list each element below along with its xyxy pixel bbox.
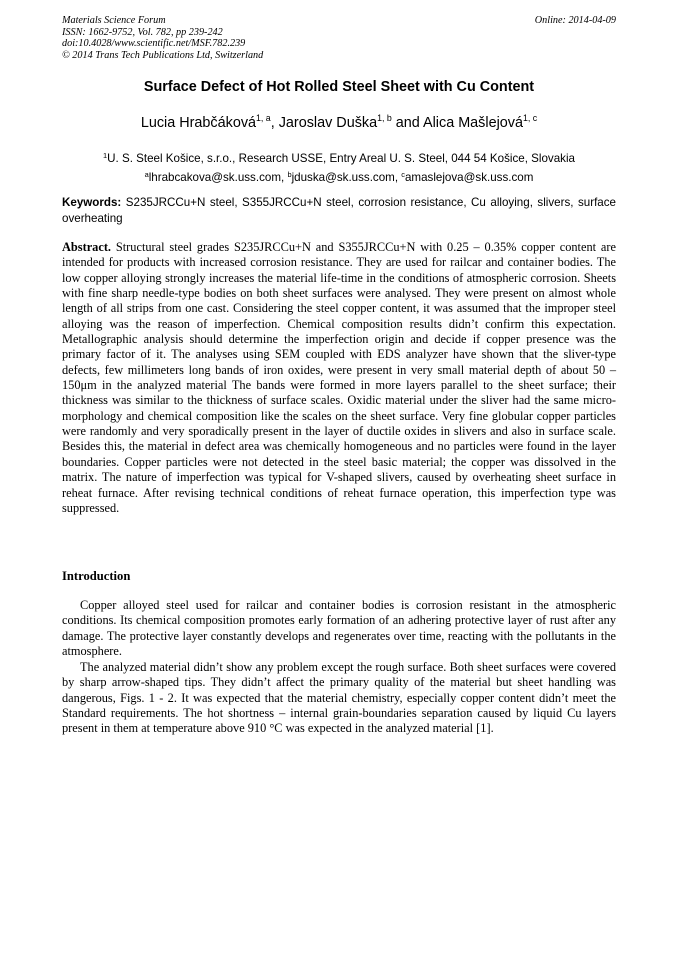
author-name: Lucia Hrabčáková	[140, 115, 257, 131]
affiliation-superscript: 1	[103, 151, 108, 160]
email-line	[62, 167, 616, 186]
abstract-block	[62, 240, 616, 516]
journal-name: Materials Science Forum	[62, 15, 166, 26]
paper-title: Surface Defect of Hot Rolled Steel Sheet with Cu Content	[143, 79, 535, 95]
keywords-block	[62, 195, 616, 227]
author-name: Alica Mašlejová	[423, 115, 523, 131]
abstract-text: Structural steel grades S235JRCCu+N and S355JRCCu+N with 0.25 – 0.35% copper content are intended for products with increased corrosion resistance. They are used for railcar and container bodies. The low copper alloying strongly increases the material life-time in the conditions of atmospheric corrosion. Sheets with fine sharp needle-type bodies on both sheet surfaces were analysed. They were present on almost whole length of all strips from one cast. Considering the steel copper content, it was assumed that the improper steel alloying was the reason of imperfection. Chemical composition results didn’t confirm this expectation. Metallographic analysis should determine the imperfection origin and decide if copper presence was the primary factor of it. The analyses using SEM coupled with EDS analyzer have shown that the sliver-type defects, few millimeters long bands of iron oxides, were present in very small material depth of about 50 – 150μm in the analyzed material The bands were formed in more layers parallel to the sheet surface; their thickness was similar to the thickness of surface scales. Oxidic material under the sliver had the same micro-morphology and chemical composition like the scales on the sheet surface. Very fine globular copper particles were randomly and very sporadically present in the layer of ductile oxides in slivers and also in surface scale. Besides this, the material in defect area was chemically homogeneous and no particles were found in the layer boundaries. Copper particles were not detected in the steel basic material; the copper was dissolved in the matrix. The nature of imperfection was typical for V-shaped slivers, caused by overheating sheet surface in reheat furnace. After revising technical conditions of reheat furnace operation, this imperfection type was suppressed.	[62, 240, 616, 515]
affiliation-text: U. S. Steel Košice, s.r.o., Research USSE, Entry Areal U. S. Steel, 044 54 Košice, Slovakia	[107, 152, 575, 165]
copyright-line: © 2014 Trans Tech Publications Ltd, Switzerland	[62, 49, 264, 61]
email-link[interactable]: lhrabcakova@sk.uss.com,	[148, 170, 288, 184]
online-date: Online: 2014-04-09	[534, 15, 616, 26]
body-paragraph: The analyzed material didn’t show any problem except the rough surface. Both sheet surfaces were covered by sharp arrow-shaped tips. They didn’t affect the primary quality of the material but sheet handling was dangerous, Figs. 1 - 2. It was expected that the material chemistry, especially copper content didn’t meet the Standard requirements. The hot shortness – internal grain-boundaries separation caused by liquid Cu layers present in them at temperature above 910 °C was expected in the analyzed material [1].	[62, 660, 616, 736]
body-paragraph: Copper alloyed steel used for railcar and container bodies is corrosion resistant in the atmospheric conditions. Its chemical composition promotes early formation of an adhering protective layer of rust after any damage. The protective layer constantly develops and regenerates over time, reacting with the pollutants in the atmosphere.	[62, 598, 616, 659]
email-superscript: b	[287, 169, 292, 179]
keywords-label: Keywords:	[62, 196, 122, 209]
affiliation-line	[62, 148, 616, 167]
author-separator: ,	[270, 115, 279, 131]
author-superscript: 1, a	[256, 113, 271, 123]
author-superscript: 1, c	[522, 113, 538, 123]
author-superscript: 1, b	[377, 113, 392, 123]
issn-line: ISSN: 1662-9752, Vol. 782, pp 239-242	[62, 26, 223, 38]
publication-header	[62, 15, 616, 61]
author-separator: and	[391, 115, 423, 131]
section-heading: Introduction	[62, 569, 131, 583]
email-superscript: c	[401, 169, 405, 179]
keywords-text: S235JRCCu+N steel, S355JRCCu+N steel, corrosion resistance, Cu alloying, slivers, surface overheating	[62, 196, 616, 226]
affiliation-block	[62, 148, 616, 185]
email-link[interactable]: amaslejova@sk.uss.com	[404, 170, 534, 184]
author-list	[62, 113, 616, 131]
doi-line[interactable]: doi:10.4028/www.scientific.net/MSF.782.239	[62, 38, 246, 50]
email-link[interactable]: jduska@sk.uss.com,	[291, 170, 402, 184]
author-name: Jaroslav Duška	[278, 115, 378, 131]
abstract-label: Abstract.	[62, 240, 112, 254]
email-superscript: a	[144, 169, 149, 179]
